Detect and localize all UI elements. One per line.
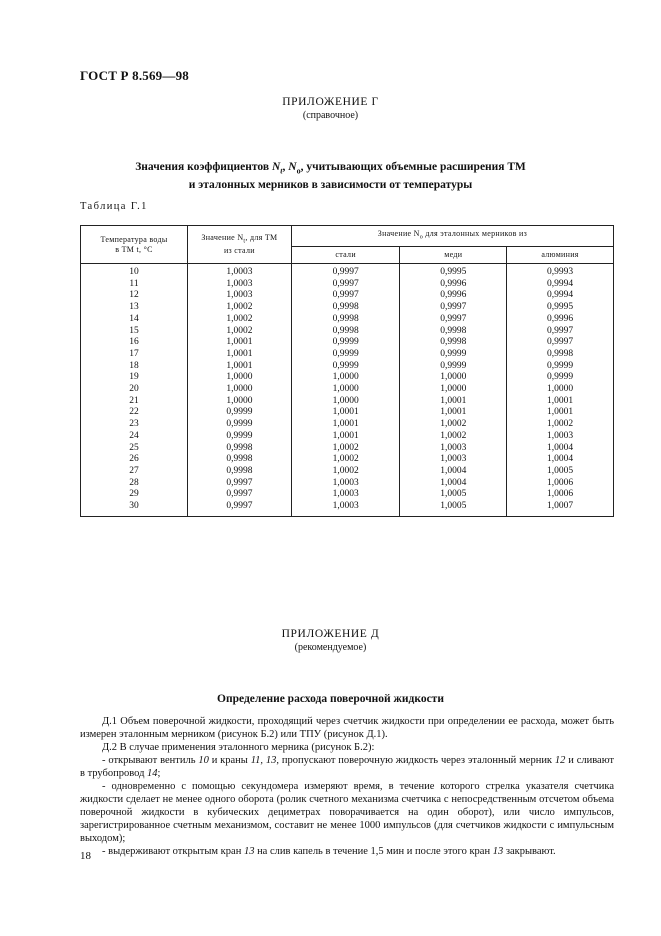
cell-no-copper: 1,0002 (400, 419, 507, 431)
table-row (81, 396, 614, 408)
cell-no-aluminium: 1,0001 (507, 407, 614, 419)
cell-temperature: 20 (81, 384, 188, 396)
cell-nt-steel: 1,0002 (188, 326, 292, 338)
cell-no-aluminium: 0,9994 (507, 290, 614, 302)
cell-nt-steel: 1,0002 (188, 302, 292, 314)
p3-text-a: - открывают вентиль (102, 755, 199, 766)
table-row (81, 419, 614, 431)
cell-no-aluminium: 0,9996 (507, 314, 614, 326)
cell-no-steel: 1,0003 (291, 478, 400, 490)
cell-temperature: 24 (81, 431, 188, 443)
page-number: 18 (80, 850, 91, 862)
paragraph-measure-time: - одновременно с помощью секундомера измеряют время, в течение которого стрелка указателя счетчика жидкости сделает не менее одного оборота (ролик счетного механизма счетчика с непосредственным отсчетом объема поверочной жидкости в кубических дециметрах поворачивается на один оборот), или число импульсов, зарегистрированное счетным механизмом, составит не менее 1000 импульсов (для счетчиков жидкости с импульсным выходом); (80, 781, 614, 844)
table-row (81, 407, 614, 419)
cell-nt-steel: 1,0000 (188, 384, 292, 396)
header-no-sub: o (419, 234, 424, 241)
cell-temperature: 30 (81, 501, 188, 516)
cell-no-steel: 0,9998 (291, 326, 400, 338)
cell-no-copper: 1,0003 (400, 454, 507, 466)
table-row (81, 326, 614, 338)
cell-temperature: 18 (81, 361, 188, 373)
cell-no-steel: 1,0002 (291, 466, 400, 478)
table-row (81, 314, 614, 326)
appendix-g-heading (0, 160, 661, 193)
cell-no-aluminium: 1,0000 (507, 384, 614, 396)
header-nt-label: Значение N (201, 232, 244, 242)
cell-temperature: 15 (81, 326, 188, 338)
p3-text-d: и сливают в трубопровод (80, 755, 614, 779)
p3-text-c: , пропускают поверочную жидкость через эталонный мерник (276, 755, 555, 766)
cell-no-steel: 1,0001 (291, 419, 400, 431)
table-row (81, 454, 614, 466)
cell-no-copper: 0,9998 (400, 326, 507, 338)
table-row (81, 372, 614, 384)
paragraph-open-valves (80, 754, 614, 780)
cell-nt-steel: 0,9997 (188, 478, 292, 490)
cell-no-aluminium: 0,9997 (507, 337, 614, 349)
cell-no-steel: 0,9998 (291, 302, 400, 314)
cell-nt-steel: 1,0003 (188, 264, 292, 279)
cell-no-copper: 1,0000 (400, 384, 507, 396)
cell-no-copper: 1,0005 (400, 501, 507, 516)
cell-temperature: 23 (81, 419, 188, 431)
heading-no-sub: o (296, 166, 301, 176)
cell-nt-steel: 1,0000 (188, 372, 292, 384)
header-nt-line2: из стали (223, 246, 255, 256)
cell-temperature: 12 (81, 290, 188, 302)
p5-text-a: - выдерживают открытым кран (102, 846, 244, 857)
appendix-g-title: ПРИЛОЖЕНИЕ Г (282, 96, 379, 108)
cell-no-steel: 1,0000 (291, 372, 400, 384)
cell-no-aluminium: 1,0001 (507, 396, 614, 408)
cell-no-aluminium: 1,0006 (507, 489, 614, 501)
cell-no-aluminium: 0,9994 (507, 279, 614, 291)
cell-no-copper: 0,9997 (400, 302, 507, 314)
cell-no-aluminium: 1,0007 (507, 501, 614, 516)
cell-no-steel: 1,0002 (291, 454, 400, 466)
cell-nt-steel: 1,0002 (188, 314, 292, 326)
cell-temperature: 21 (81, 396, 188, 408)
appendix-d-title: ПРИЛОЖЕНИЕ Д (281, 628, 380, 640)
cell-no-aluminium: 1,0005 (507, 466, 614, 478)
header-temperature (81, 226, 188, 264)
table-caption: Таблица Г.1 (80, 201, 148, 212)
expansion-coefficients-table (80, 225, 614, 517)
header-no-group (291, 226, 613, 247)
cell-no-steel: 0,9997 (291, 290, 400, 302)
cell-nt-steel: 0,9997 (188, 501, 292, 516)
header-no-label: Значение N (377, 229, 420, 239)
table-row (81, 489, 614, 501)
cell-no-aluminium: 0,9999 (507, 361, 614, 373)
cell-no-copper: 0,9995 (400, 264, 507, 279)
cell-no-copper: 0,9998 (400, 337, 507, 349)
cell-no-steel: 0,9998 (291, 314, 400, 326)
cell-no-copper: 1,0002 (400, 431, 507, 443)
cell-no-steel: 0,9999 (291, 349, 400, 361)
cell-no-copper: 0,9996 (400, 290, 507, 302)
table-row (81, 361, 614, 373)
paragraph-d2: Д.2 В случае применения эталонного мерника (рисунок Б.2): (102, 742, 375, 753)
cell-nt-steel: 0,9998 (188, 443, 292, 455)
cell-no-aluminium: 0,9998 (507, 349, 614, 361)
cell-nt-steel: 1,0001 (188, 337, 292, 349)
table-row (81, 337, 614, 349)
p3-text-b: и краны (208, 755, 251, 766)
table-row (81, 290, 614, 302)
table-body (81, 264, 614, 517)
cell-nt-steel: 1,0000 (188, 396, 292, 408)
cell-temperature: 16 (81, 337, 188, 349)
appendix-d-body (80, 715, 614, 858)
header-temperature-line2: в ТМ t, °С (115, 244, 153, 254)
cell-no-steel: 0,9997 (291, 264, 400, 279)
cell-temperature: 19 (81, 372, 188, 384)
table-row (81, 431, 614, 443)
cell-nt-steel: 1,0001 (188, 361, 292, 373)
cell-temperature: 17 (81, 349, 188, 361)
cell-temperature: 22 (81, 407, 188, 419)
cell-no-steel: 0,9997 (291, 279, 400, 291)
heading-line2: и эталонных мерников в зависимости от температуры (188, 179, 473, 192)
cell-nt-steel: 0,9998 (188, 454, 292, 466)
cell-no-copper: 1,0001 (400, 407, 507, 419)
p3-text-e: ; (157, 768, 161, 779)
cell-nt-steel: 1,0003 (188, 279, 292, 291)
cell-no-aluminium: 0,9999 (507, 372, 614, 384)
appendix-d-subtitle: (рекомендуемое) (294, 642, 367, 653)
cell-no-aluminium: 1,0006 (507, 478, 614, 490)
p5-text-c: закрывают. (503, 846, 556, 857)
header-nt-label-b: , для ТМ (245, 232, 278, 242)
cell-nt-steel: 0,9999 (188, 407, 292, 419)
heading-text-b: , учитывающих объемные расширения ТМ (300, 161, 526, 173)
table-row (81, 466, 614, 478)
p3-ref-taps: 11, 13 (250, 755, 277, 766)
table-row (81, 349, 614, 361)
cell-no-copper: 1,0000 (400, 372, 507, 384)
table-row (81, 302, 614, 314)
cell-no-aluminium: 0,9993 (507, 264, 614, 279)
header-no-label-b: для эталонных мерников из (423, 229, 528, 239)
cell-no-copper: 1,0005 (400, 489, 507, 501)
cell-no-copper: 0,9997 (400, 314, 507, 326)
cell-nt-steel: 0,9998 (188, 466, 292, 478)
header-nt-steel (188, 226, 292, 264)
p5-text-b: на слив капель в течение 1,5 мин и после этого кран (254, 846, 493, 857)
table-row (81, 478, 614, 490)
cell-no-aluminium: 0,9997 (507, 326, 614, 338)
cell-no-steel: 1,0003 (291, 489, 400, 501)
p5-ref-tap-2: 13 (492, 846, 504, 857)
cell-temperature: 27 (81, 466, 188, 478)
cell-no-steel: 1,0001 (291, 431, 400, 443)
header-nt-sub: t (243, 238, 246, 245)
cell-temperature: 25 (81, 443, 188, 455)
table-row (81, 279, 614, 291)
cell-no-steel: 0,9999 (291, 337, 400, 349)
cell-no-aluminium: 0,9995 (507, 302, 614, 314)
cell-temperature: 11 (81, 279, 188, 291)
cell-no-steel: 1,0000 (291, 384, 400, 396)
cell-no-copper: 1,0004 (400, 478, 507, 490)
cell-no-copper: 0,9996 (400, 279, 507, 291)
heading-nt: N (271, 161, 281, 173)
cell-temperature: 28 (81, 478, 188, 490)
heading-nt-sub: t (280, 166, 283, 176)
p3-ref-pipe: 14 (147, 768, 158, 779)
appendix-g-subtitle: (справочное) (302, 110, 359, 121)
cell-no-copper: 1,0004 (400, 466, 507, 478)
table-row (81, 443, 614, 455)
table-row (81, 264, 614, 279)
cell-no-aluminium: 1,0004 (507, 454, 614, 466)
cell-nt-steel: 1,0001 (188, 349, 292, 361)
p3-ref-valve: 10 (198, 755, 209, 766)
cell-no-steel: 1,0002 (291, 443, 400, 455)
cell-temperature: 10 (81, 264, 188, 279)
heading-text-a: Значения коэффициентов (135, 161, 272, 173)
cell-no-copper: 1,0001 (400, 396, 507, 408)
cell-temperature: 13 (81, 302, 188, 314)
cell-nt-steel: 0,9997 (188, 489, 292, 501)
cell-no-steel: 0,9999 (291, 361, 400, 373)
p5-ref-tap: 13 (243, 846, 255, 857)
cell-no-aluminium: 1,0004 (507, 443, 614, 455)
header-aluminium: алюминия (507, 247, 614, 264)
paragraph-close-tap (80, 845, 614, 858)
paragraph-d1: Д.1 Объем поверочной жидкости, проходящий через счетчик жидкости при определении ее расхода, может быть измерен эталонным мерником (рисунок Б.2) или ТПУ (рисунок Д.1). (80, 716, 614, 740)
heading-no: N (288, 161, 297, 173)
header-temperature-line1: Температура воды (100, 234, 168, 244)
heading-sep: , (282, 161, 289, 173)
cell-no-copper: 0,9999 (400, 361, 507, 373)
cell-nt-steel: 0,9999 (188, 419, 292, 431)
cell-no-copper: 1,0003 (400, 443, 507, 455)
cell-no-steel: 1,0003 (291, 501, 400, 516)
header-copper: меди (400, 247, 507, 264)
p3-ref-measure: 12 (554, 755, 566, 766)
cell-no-aluminium: 1,0003 (507, 431, 614, 443)
cell-no-steel: 1,0000 (291, 396, 400, 408)
cell-no-aluminium: 1,0002 (507, 419, 614, 431)
header-steel: стали (291, 247, 400, 264)
cell-temperature: 29 (81, 489, 188, 501)
appendix-d-heading: Определение расхода поверочной жидкости (217, 693, 444, 705)
cell-temperature: 14 (81, 314, 188, 326)
cell-temperature: 26 (81, 454, 188, 466)
document-code: ГОСТ Р 8.569—98 (80, 68, 189, 83)
cell-nt-steel: 1,0003 (188, 290, 292, 302)
table-row (81, 501, 614, 516)
cell-nt-steel: 0,9999 (188, 431, 292, 443)
cell-no-steel: 1,0001 (291, 407, 400, 419)
cell-no-copper: 0,9999 (400, 349, 507, 361)
table-row (81, 384, 614, 396)
